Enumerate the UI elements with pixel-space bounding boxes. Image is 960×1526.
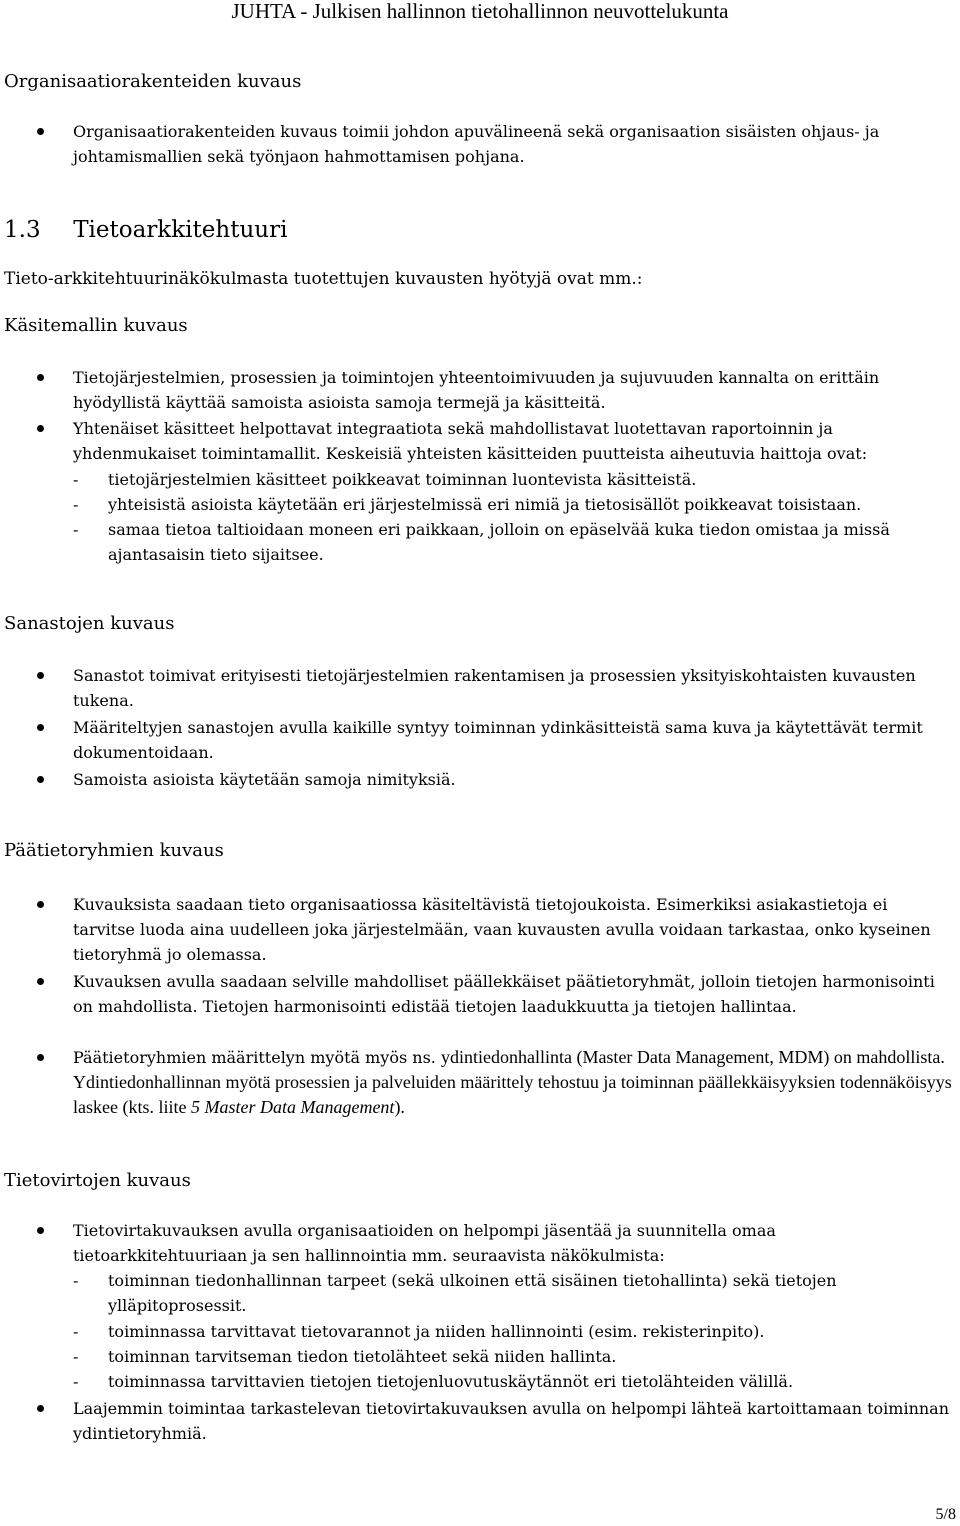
list-item: Yhtenäiset käsitteet helpottavat integraatiota sekä mahdollistavat luotettavan raportoinnin ja yhdenmukaiset toimintamallit. Keskeisiä yhteisten käsitteiden puutteista aiheutuvia haittoja ovat: [73, 416, 953, 466]
section-title-data-flows: Tietovirtojen kuvaus [4, 1170, 191, 1191]
page-number: 5/8 [935, 1506, 956, 1523]
list-item: Kuvauksen avulla saadaan selville mahdolliset päällekkäiset päätietoryhmät, jolloin tietojen harmonisointi on mahdollista. Tietojen harmonisointi edistää tietojen laadukkuutta ja tietojen hallintaa. [73, 969, 953, 1019]
section-title-organization: Organisaatiorakenteiden kuvaus [4, 71, 302, 92]
list-item: Kuvauksista saadaan tieto organisaatiossa käsiteltävistä tietojoukoista. Esimerkiksi asiakastietoja ei tarvitse luoda aina uudelleen joka järjestelmään, vaan kuvausten avulla voidaan tarkastaa, onko kyseinen tietoryhmä jo olemassa. [73, 892, 953, 967]
section-title-concept: Käsitemallin kuvaus [4, 315, 188, 336]
dash-item: - yhteisistä asioista käytetään eri järjestelmissä eri nimiä ja tietosisällöt poikkeavat toisistaan. [73, 495, 862, 514]
page-header: JUHTA - Julkisen hallinnon tietohallinnon neuvottelukunta [231, 0, 729, 23]
list-item: Sanastot toimivat erityisesti tietojärjestelmien rakentamisen ja prosessien yksityiskohtaisten kuvausten tukena. [73, 663, 953, 713]
chapter-title: Tietoarkkitehtuuri [73, 217, 288, 243]
dash-item: - toiminnan tiedonhallinnan tarpeet (sekä ulkoinen että sisäinen tietohallinta) sekä tietojen ylläpitoprosessit. [73, 1271, 837, 1315]
dash-item: - toiminnassa tarvittavien tietojen tietojenluovutuskäytännöt eri tietolähteiden välillä. [73, 1372, 794, 1391]
chapter-intro: Tieto-arkkitehtuurinäkökulmasta tuotettujen kuvausten hyötyjä ovat mm.: [4, 269, 643, 289]
list-item: Määriteltyjen sanastojen avulla kaikille syntyy toiminnan ydinkäsitteistä sama kuva ja käytettävät termit dokumentoidaan. [73, 715, 953, 765]
dash-item: - tietojärjestelmien käsitteet poikkeavat toiminnan luontevista käsitteistä. [73, 470, 697, 489]
dash-item: - toiminnan tarvitseman tiedon tietolähteet sekä niiden hallinta. [73, 1347, 617, 1366]
appendix-reference: 5 Master Data Management [190, 1097, 395, 1117]
section-title-vocabulary: Sanastojen kuvaus [4, 613, 175, 634]
list-item: Laajemmin toimintaa tarkastelevan tietovirtakuvauksen avulla on helpompi lähteä kartoittamaan toiminnan ydintietoryhmiä. [73, 1396, 953, 1446]
list-item: Tietovirtakuvauksen avulla organisaatioiden on helpompi jäsentää ja suunnitella omaa tietoarkkitehtuuriaan ja sen hallinnointia mm. seuraavista näkökulmista: [73, 1218, 953, 1268]
section-title-master-data: Päätietoryhmien kuvaus [4, 840, 224, 861]
dash-item: - toiminnassa tarvittavat tietovarannot ja niiden hallinnointi (esim. rekisterinpito). [73, 1322, 765, 1341]
chapter-number: 1.3 [4, 217, 41, 243]
dash-item: - samaa tietoa taltioidaan moneen eri paikkaan, jolloin on epäselvää kuka tiedon omistaa ja missä ajantasaisin tieto sijaitsee. [73, 520, 890, 564]
list-item: Tietojärjestelmien, prosessien ja toimintojen yhteentoimivuuden ja sujuvuuden kannalta on erittäin hyödyllistä käyttää samoista asioista samoja termejä ja käsitteitä. [73, 365, 953, 415]
list-item: Päätietoryhmien määrittelyn myötä myös ns. ydintiedonhallinta (Master Data Management, MDM) on mahdollista. Ydintiedonhallinnan myötä prosessien ja palveluiden määrittely tehostuu ja toiminnan päällekkäisyyksien todennäköisyys laskee (kts. liite 5 Master Data Management). [73, 1045, 953, 1120]
list-item: Organisaatiorakenteiden kuvaus toimii johdon apuvälineenä sekä organisaation sisäisten ohjaus- ja johtamismallien sekä työnjaon hahmottamisen pohjana. [73, 119, 953, 169]
chapter-heading [4, 216, 287, 244]
list-item: Samoista asioista käytetään samoja nimityksiä. [73, 767, 953, 792]
